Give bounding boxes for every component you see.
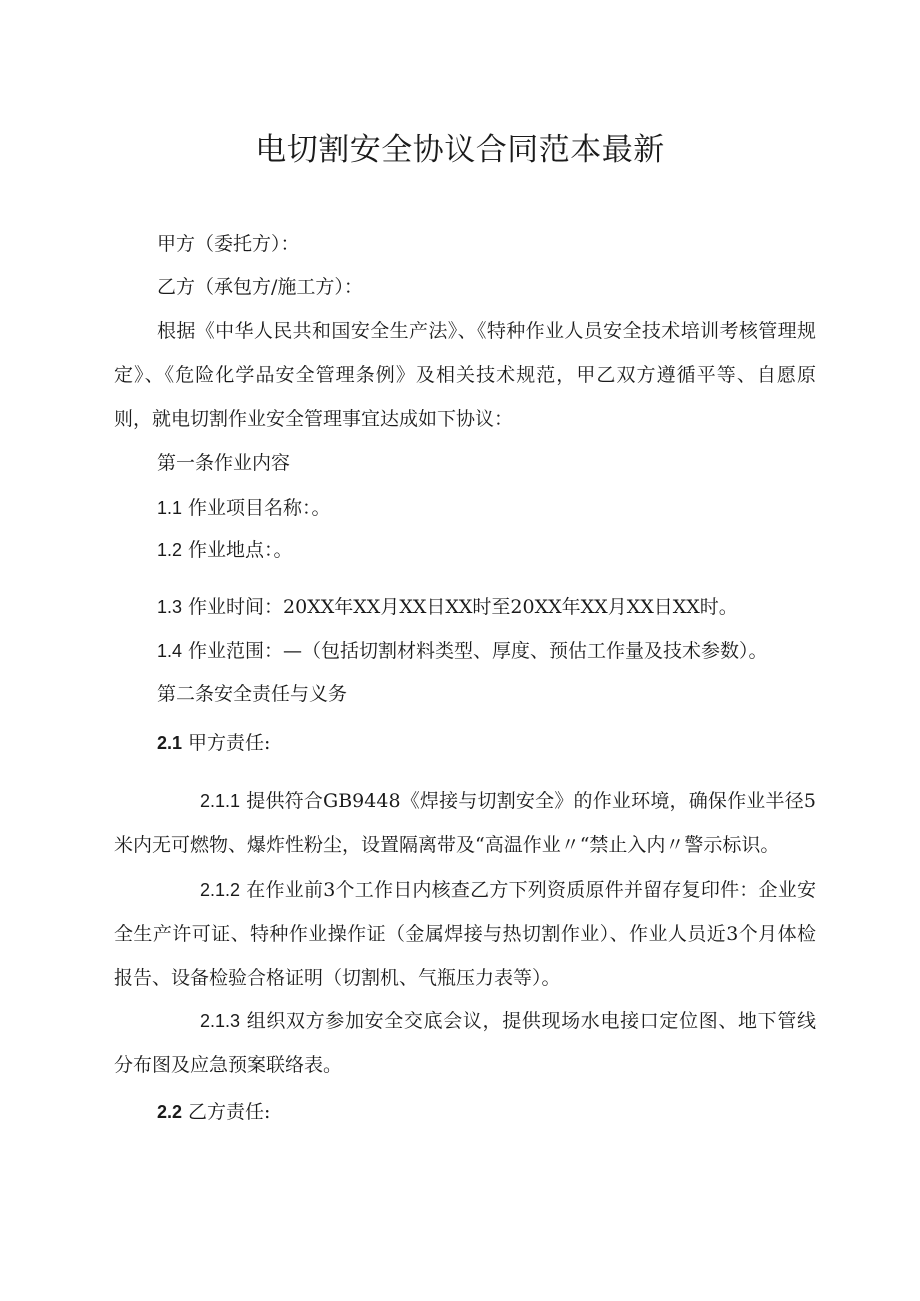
- party-b-line: 乙方（承包方/施工方）：: [157, 276, 363, 298]
- clause-number: 1.1: [157, 498, 183, 518]
- clause-1-2: [157, 528, 857, 572]
- article1-heading: 第一条作业内容: [157, 452, 291, 474]
- clause-number: 2.1.1: [200, 791, 241, 811]
- clause-2-1-2: [114, 868, 816, 1000]
- clause-text: 乙方责任:: [188, 1101, 271, 1123]
- clause-text: 作业项目名称：。: [188, 497, 331, 519]
- clause-1-3: [157, 585, 857, 629]
- clause-number: 1.3: [157, 597, 183, 617]
- clause-1-4: [157, 629, 857, 673]
- clause-number: 2.1.3: [200, 1011, 241, 1031]
- clause-text: 作业地点：。: [188, 539, 293, 561]
- clause-2-1-3: [114, 999, 816, 1087]
- article2-heading: 第二条安全责任与义务: [157, 683, 348, 705]
- clause-text: 作业范围：—（包括切割材料类型、厚度、预估工作量及技术参数）。: [188, 640, 768, 662]
- clause-1-1: [157, 486, 857, 530]
- clause-number: 2.1: [157, 733, 183, 753]
- clause-text: 作业时间：20XX年XX月XX日XX时至20XX年XX月XX日XX时。: [188, 596, 738, 618]
- clause-number: 2.2: [157, 1102, 183, 1122]
- document-title: 电切割安全协议合同范本最新: [255, 132, 665, 168]
- clause-2-1-1: [114, 779, 816, 867]
- clause-number: 1.4: [157, 641, 183, 661]
- intro-paragraph: 根据《中华人民共和国安全生产法》、《特种作业人员安全技术培训考核管理规定》、《危险化学品安全管理条例》及相关技术规范，甲乙双方遵循平等、自愿原则，就电切割作业安全管理事宜达成如下协议：: [114, 320, 816, 430]
- clause-text: 组织双方参加安全交底会议，提供现场水电接口定位图、地下管线分布图及应急预案联络表。: [114, 1010, 816, 1076]
- clause-text: 在作业前3个工作日内核查乙方下列资质原件并留存复印件：企业安全生产许可证、特种作业操作证（金属焊接与热切割作业）、作业人员近3个月体检报告、设备检验合格证明（切割机、气瓶压力表等）。: [114, 879, 816, 989]
- clause-text: 甲方责任:: [188, 732, 271, 754]
- clause-number: 1.2: [157, 540, 183, 560]
- clause-2-1: [157, 721, 857, 765]
- clause-2-2: [157, 1090, 857, 1134]
- clause-text: 提供符合GB9448《焊接与切割安全》的作业环境，确保作业半径5米内无可燃物、爆炸性粉尘，设置隔离带及“高温作业〃“禁止入内〃警示标识。: [114, 790, 816, 856]
- party-a-line: 甲方（委托方）：: [157, 233, 300, 255]
- clause-number: 2.1.2: [200, 880, 241, 900]
